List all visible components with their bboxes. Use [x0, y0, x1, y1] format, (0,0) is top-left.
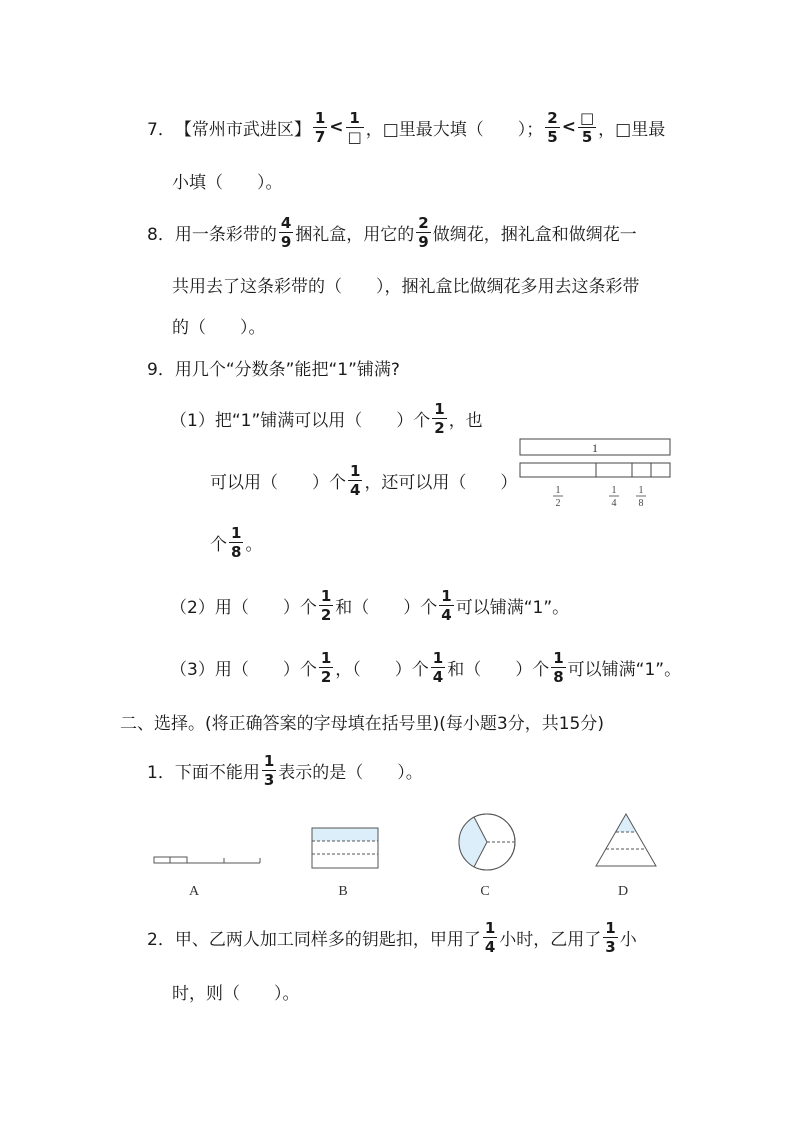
q7-line1	[147, 105, 665, 149]
q7-middle-text: ，□里最大填（ ）；	[365, 119, 544, 140]
q9-p1-line2	[210, 458, 517, 502]
q9-p1-line3	[210, 520, 262, 564]
c2-line1	[147, 915, 637, 959]
option-a-label: A	[188, 884, 200, 899]
section-2-heading-text: 二、选择。(将正确答案的字母填在括号里)(每小题3分，共15分)	[120, 713, 604, 734]
figure-c-circle	[459, 814, 515, 870]
q8-line2-text: 共用去了这条彩带的（ ），捆礼盒比做绸花多用去这条彩带	[172, 276, 640, 297]
q9-p2-text-b: 和（ ）个	[335, 597, 438, 618]
q9-p3-text-a: （3）用（ ）个	[170, 659, 317, 680]
c1-text-b: 表示的是（ ）。	[278, 762, 423, 783]
q8-text-a: 用一条彩带的	[174, 224, 277, 245]
option-b-label: B	[338, 884, 348, 899]
label-half	[553, 485, 563, 509]
q8-line1	[147, 210, 637, 254]
q7-less-than: <	[329, 117, 344, 137]
q9-p1-text-c: 可以用（ ）个	[210, 472, 346, 493]
q9-p3-fraction-2: 1 4	[432, 648, 444, 686]
c2-line2-text: 时，则（ ）。	[172, 983, 300, 1004]
q9-p1-text-d: ，还可以用（ ）	[364, 472, 518, 493]
fraction-bar-figure	[518, 436, 678, 512]
q7-less-than-2: <	[561, 117, 576, 137]
q8-text-c: 做绸花，捆礼盒和做绸花一	[432, 224, 637, 245]
figure-a-line	[154, 857, 260, 863]
label-eighth	[636, 485, 646, 509]
q9-p2-line	[170, 583, 569, 627]
q9-p3-fraction-1: 1 2	[320, 648, 332, 686]
q9-p1-text-g: 。	[245, 534, 263, 555]
figure-b-rectangle	[312, 828, 378, 868]
svg-text:1: 1	[638, 485, 644, 496]
q9-p1-text-a: （1）把“1”铺满可以用（ ）个	[170, 410, 431, 431]
figure-d-triangle	[596, 814, 656, 866]
c2-fraction-2: 1 3	[605, 918, 616, 956]
q9-title-line	[147, 345, 400, 389]
option-d-label: D	[617, 884, 629, 899]
c2-text-a: 甲、乙两人加工同样多的钥匙扣，甲用了	[174, 929, 481, 950]
q9-p2-text-c: 可以铺满“1”。	[455, 597, 570, 618]
q9-p3-text-c: 和（ ）个	[447, 659, 550, 680]
q7-fraction-3: 2 5	[547, 108, 558, 146]
c1-fraction: 1 3	[263, 751, 275, 789]
q9-p3-fraction-3: 1 8	[553, 648, 564, 686]
q9-p2-text-a: （2）用（ ）个	[170, 597, 317, 618]
c2-number: 2．	[147, 929, 175, 950]
svg-text:1: 1	[555, 485, 561, 496]
label-quarter	[609, 485, 619, 509]
q9-p2-fraction-1: 1 2	[320, 586, 332, 624]
q7-line2-text: 小填（ ）。	[172, 172, 283, 193]
q9-title: 用几个“分数条”能把“1”铺满?	[174, 359, 400, 380]
q9-p1-fraction-quarter: 1 4	[350, 461, 361, 499]
q7-fraction-4: □ 5	[579, 108, 595, 146]
q8-fraction-2: 2 9	[418, 213, 429, 251]
c1-text-a: 下面不能用	[174, 762, 260, 783]
q9-p1-text-e: 个	[210, 534, 227, 555]
choice-figures	[140, 808, 670, 903]
q9-p3-text-b: ，（ ）个	[335, 659, 429, 680]
svg-text:8: 8	[638, 498, 644, 509]
q8-fraction-1: 4 9	[280, 213, 292, 251]
q9-p3-line	[170, 645, 681, 689]
q7-line2	[172, 158, 283, 202]
q8-line2	[172, 262, 640, 306]
c1-line	[147, 748, 423, 792]
svg-text:1: 1	[611, 485, 617, 496]
q8-line3	[172, 303, 266, 347]
svg-text:2: 2	[555, 498, 561, 509]
split-bar	[520, 463, 670, 477]
q9-number: 9．	[147, 359, 175, 380]
option-c-label: C	[480, 884, 490, 899]
c2-text-c: 小	[619, 929, 637, 950]
q7-fraction-2: 1 □	[347, 108, 362, 146]
c2-fraction-1: 1 4	[484, 918, 496, 956]
q9-p1-fraction-half: 1 2	[434, 399, 445, 437]
q9-p3-text-d: 可以铺满“1”。	[567, 659, 682, 680]
section-2-heading	[120, 699, 604, 743]
c2-line2	[172, 969, 300, 1013]
q9-p2-fraction-2: 1 4	[441, 586, 452, 624]
q7-source: 【常州市武进区】	[174, 119, 311, 140]
svg-text:4: 4	[611, 498, 617, 509]
q7-end-text: ，□里最	[598, 119, 666, 140]
whole-bar-label: 1	[592, 441, 598, 455]
q9-p1-fraction-eighth: 1 8	[231, 523, 242, 561]
c1-number: 1．	[147, 762, 175, 783]
q8-number: 8．	[147, 224, 175, 245]
q9-p1-line1	[170, 396, 483, 440]
q8-line3-text: 的（ ）。	[172, 317, 266, 338]
q7-number: 7．	[147, 119, 175, 140]
c2-text-b: 小时，乙用了	[499, 929, 602, 950]
q9-p1-text-b: ，也	[448, 410, 483, 431]
q7-fraction-1: 1 7	[314, 108, 326, 146]
q8-text-b: 捆礼盒，用它的	[295, 224, 415, 245]
